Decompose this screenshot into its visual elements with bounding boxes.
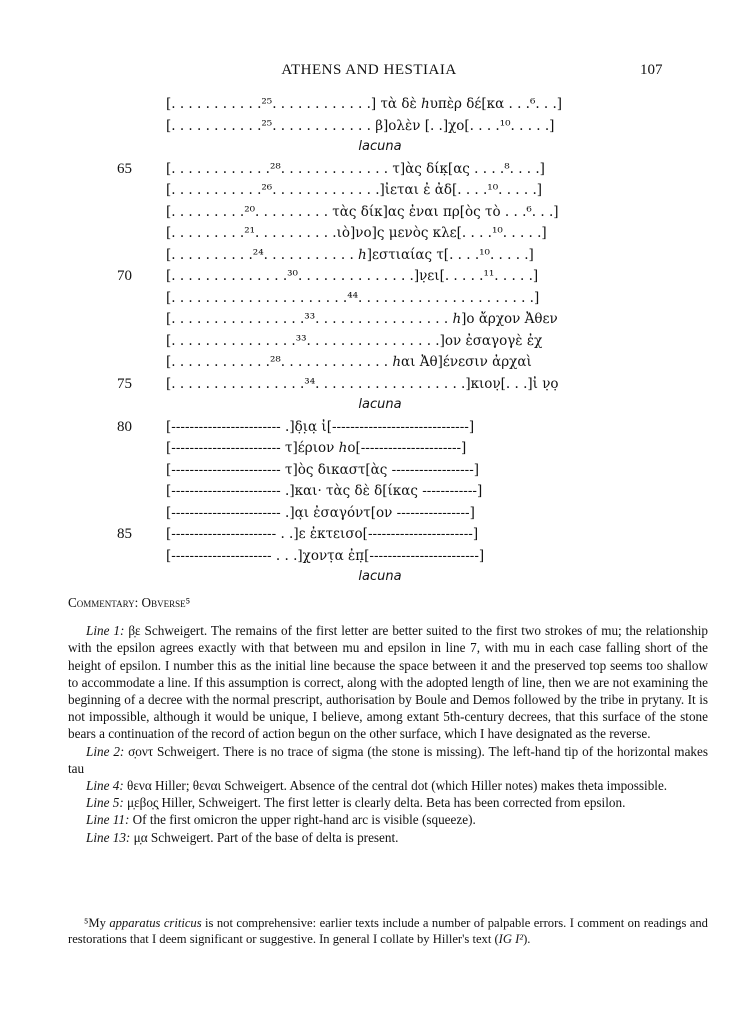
line-number: 70 xyxy=(117,268,132,284)
commentary-entry xyxy=(68,622,708,742)
commentary-text: β̣ε Schweigert. The remains of the first letter are better suited to the first two strokes of mu; the relationship with the epsilon agrees exactly with that between mu and epsilon in line 7, with mu in each case falling short of the height of epsilon. I number this as the initial line because the space between it and the preserved top seems too shallow to accommodate a line. If this assumption is correct, along with the adopted length of line, then we are not examining the beginning of a decree with the normal prescript, authorisation by Boule and Demos followed by the tribe in prytany. It is not impossible, although it would be unique, I believe, among extant 5th-century decrees, that this surface of the stone bears a continuation of the record of action begun on the other surface, which I have designated as the reverse. xyxy=(68,623,708,742)
commentary-entry xyxy=(68,777,708,794)
inscription-line: [. . . . . . . . . . .²⁶. . . . . . . . . . . . .]ἰεται ἐ ἀδ[. . . .¹⁰. . . . .] xyxy=(166,182,543,198)
commentary-text: σ̣οντ Schweigert. There is no trace of sigma (the stone is missing). The left-hand tip of the horizontal makes tau xyxy=(68,743,708,776)
inscription-line: [------------------------ τ]ὸς δικαστ[ὰς ------------------] xyxy=(166,461,480,478)
footnote-marker: ⁵ xyxy=(84,916,89,930)
inscription-line: [. . . . . . . . . .²⁴. . . . . . . . . . . ℎ]εστιαίας τ[. . . .¹⁰. . . . .] xyxy=(166,246,534,263)
inscription-line: [. . . . . . . . .²¹. . . . . . . . . .ιὸ]νο]ς μενὸς κλε[. . . .¹⁰. . . . .] xyxy=(166,225,547,241)
inscription-line: [. . . . . . . . . . . .²⁸. . . . . . . . . . . . . τ]ὰς δίκ̣[ας . . . .⁸. . . .] xyxy=(166,160,545,177)
lacuna-marker: lacuna xyxy=(358,397,402,412)
inscription-line: [------------------------ .]και· τὰς δὲ δ[ίκας ------------] xyxy=(166,483,483,499)
inscription-line: [------------------------ τ]έριον ℎο[----------------------] xyxy=(166,440,467,456)
inscription-line: [----------------------- . .]ε ἐκτεισο[-----------------------] xyxy=(166,526,479,542)
page-number: 107 xyxy=(640,62,663,78)
commentary-line-label: Line 5: xyxy=(86,795,124,811)
running-title: ATHENS AND HESTIAIA xyxy=(281,62,457,78)
inscription-line: [. . . . . . . . . . . . . . .³³. . . . . . . . . . . . . . . .]ον ἐσαγογὲ ἐχ xyxy=(166,332,543,349)
commentary xyxy=(68,594,708,846)
commentary-entry xyxy=(68,811,708,828)
commentary-text: μ̣α Schweigert. Part of the base of delta is present. xyxy=(130,829,399,845)
line-number: 85 xyxy=(117,526,132,542)
commentary-text: Of the first omicron the upper right-hand arc is visible (squeeze). xyxy=(129,812,476,828)
inscription-line: [. . . . . . . . . . . . . . . .³⁴. . . . . . . . . . . . . . . . . .]κιον̣[. . .]ἰ ν̣ο̣ xyxy=(166,375,559,392)
line-number: 75 xyxy=(117,375,132,392)
inscription-line: [. . . . . . . . . . . . . . . .³³. . . . . . . . . . . . . . . . ℎ]ο ἄρχον Ἀθεν xyxy=(166,311,558,327)
commentary-entry xyxy=(68,794,708,811)
commentary-entries xyxy=(68,622,708,846)
line-number: 65 xyxy=(117,160,132,177)
lacuna-marker: lacuna xyxy=(358,139,402,154)
inscription-line: [---------------------- . . .]χ̣οντ̣α ἐπ̣[------------------------] xyxy=(166,547,485,564)
line-number: 80 xyxy=(117,418,132,435)
inscription-line: [. . . . . . . . .²⁰. . . . . . . . . τὰς δίκ]ας ἐναι πρ[ὸς τὸ . . .⁶. . .] xyxy=(166,203,559,220)
commentary-heading: Commentary: Obverse⁵ xyxy=(68,595,191,610)
commentary-text: θενα Hiller; θεναι Schweigert. Absence of the central dot (which Hiller notes) makes theta impossible. xyxy=(123,778,668,794)
commentary-line-label: Line 4: xyxy=(86,778,124,794)
inscription-line: [. . . . . . . . . . . . . .³⁰. . . . . . . . . . . . . .]ν̣ει[. . . . .¹¹. . . . .] xyxy=(166,268,539,284)
commentary-line-label: Line 1: xyxy=(86,623,125,639)
inscription-line: [------------------------ .]α̣ι ἐσαγόντ[ον ----------------] xyxy=(166,504,475,521)
lacuna-marker: lacuna xyxy=(358,569,402,584)
inscription-line: [. . . . . . . . . . . .²⁸. . . . . . . . . . . . . ℎαι Ἀθ]ένεσιν ἀρχαὶ xyxy=(166,354,532,370)
commentary-entry xyxy=(68,829,708,846)
inscription-line: [. . . . . . . . . . . . . . . . . . . . .⁴⁴. . . . . . . . . . . . . . . . . . . . .] xyxy=(166,289,540,306)
commentary-line-label: Line 2: xyxy=(86,743,125,759)
inscription-line: [. . . . . . . . . . .²⁵. . . . . . . . . . . . β]ολὲν [. .]χο[. . . .¹⁰. . . . .] xyxy=(166,117,555,134)
inscription-line: [------------------------ .]δ̣ι̣α̣ ἰ[------------------------------] xyxy=(166,418,475,435)
commentary-line-label: Line 11: xyxy=(86,812,130,828)
commentary-text: μ̣εβο̣ς̣ Hiller, Schweigert. The first letter is clearly delta. Beta has been corrected from epsilon. xyxy=(123,795,626,811)
commentary-line-label: Line 13: xyxy=(86,829,131,845)
footnote: ⁵My apparatus criticus is not comprehensive: earlier texts include a number of palpable errors. I comment on readings and restorations that I deem significant or suggestive. In general I collate by Hiller's text (IG I²). xyxy=(68,916,708,946)
commentary-entry xyxy=(68,743,708,777)
inscription-line: [. . . . . . . . . . .²⁵. . . . . . . . . . . .] τὰ δὲ ℎυπὲρ δέ[κα . . .⁶. . .] xyxy=(166,96,563,112)
